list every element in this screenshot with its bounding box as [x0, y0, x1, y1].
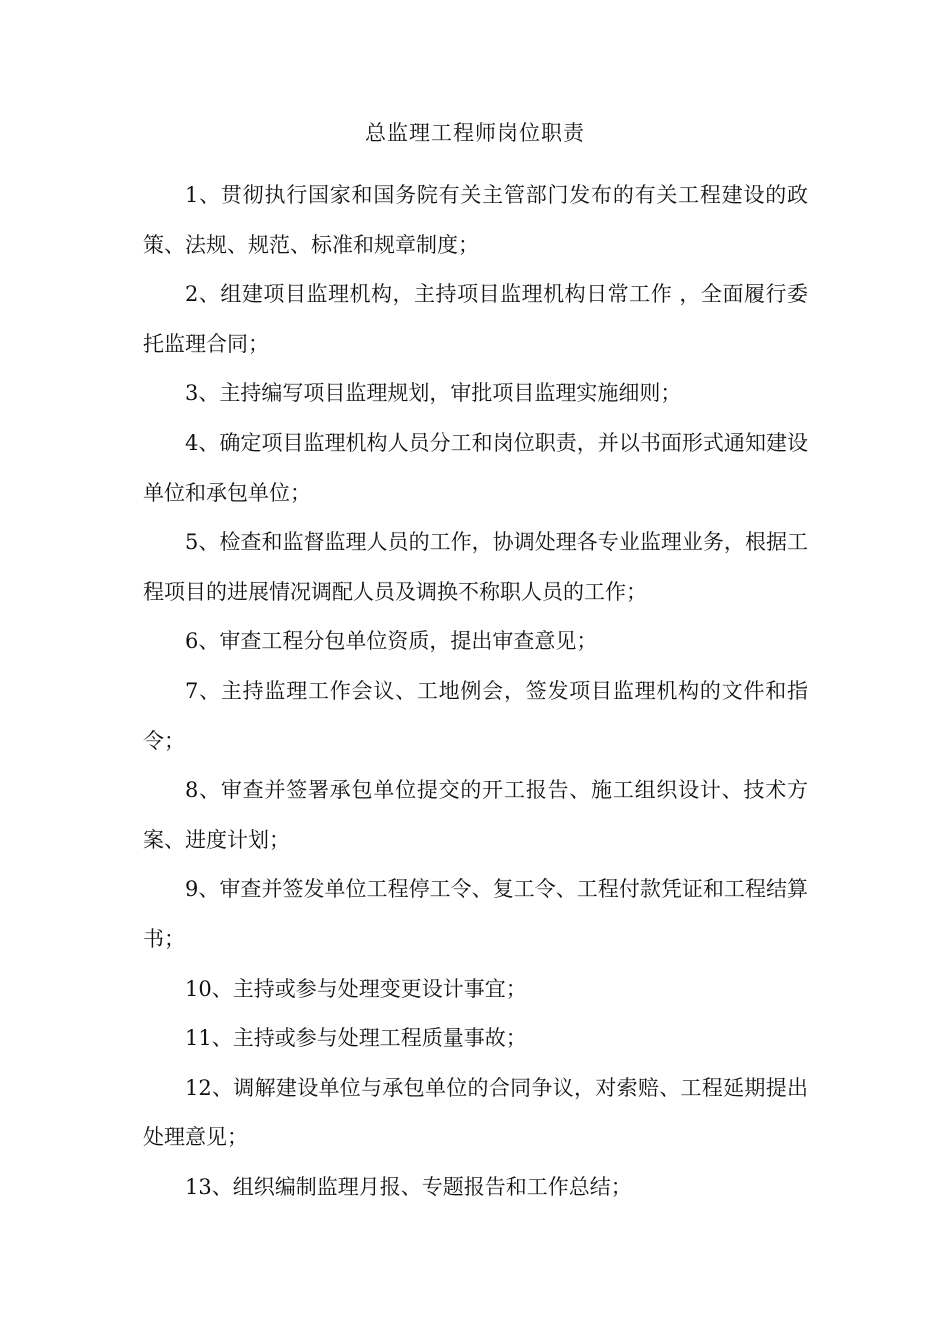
- clause-12: 12、调解建设单位与承包单位的合同争议，对索赔、工程延期提出处理意见；: [143, 1075, 808, 1150]
- clause-6: 6、审查工程分包单位资质，提出审查意见；: [185, 629, 598, 654]
- clause-2: 2、组建项目监理机构，主持项目监理机构日常工作 ，全面履行委托监理合同；: [143, 282, 808, 356]
- clause-list: [143, 171, 808, 1212]
- clause-3: 3、主持编写项目监理规划，审批项目监理实施细则；: [185, 381, 682, 406]
- clause-8: 8、审查并签署承包单位提交的开工报告、施工组织设计、技术方案、进度计划；: [143, 778, 808, 852]
- clause-5: 5、检查和监督监理人员的工作，协调处理各专业监理业务，根据工程项目的进展情况调配人员及调换不称职人员的工作；: [143, 530, 808, 604]
- clause-13: 13、组织编制监理月报、专题报告和工作总结；: [185, 1174, 632, 1199]
- document-title: 总监理工程师岗位职责: [365, 121, 585, 145]
- clause-9: 9、审查并签发单位工程停工令、复工令、工程付款凭证和工程结算书；: [143, 877, 808, 951]
- clause-4: 4、确定项目监理机构人员分工和岗位职责，并以书面形式通知建设单位和承包单位；: [143, 430, 808, 505]
- clause-1: 1、贯彻执行国家和国务院有关主管部门发布的有关工程建设的政策、法规、规范、标准和规章制度；: [143, 183, 808, 257]
- clause-7: 7、主持监理工作会议、工地例会，签发项目监理机构的文件和指令；: [143, 678, 808, 753]
- clause-11: 11、主持或参与处理工程质量事故；: [185, 1026, 527, 1051]
- clause-10: 10、主持或参与处理变更设计事宜；: [185, 976, 527, 1001]
